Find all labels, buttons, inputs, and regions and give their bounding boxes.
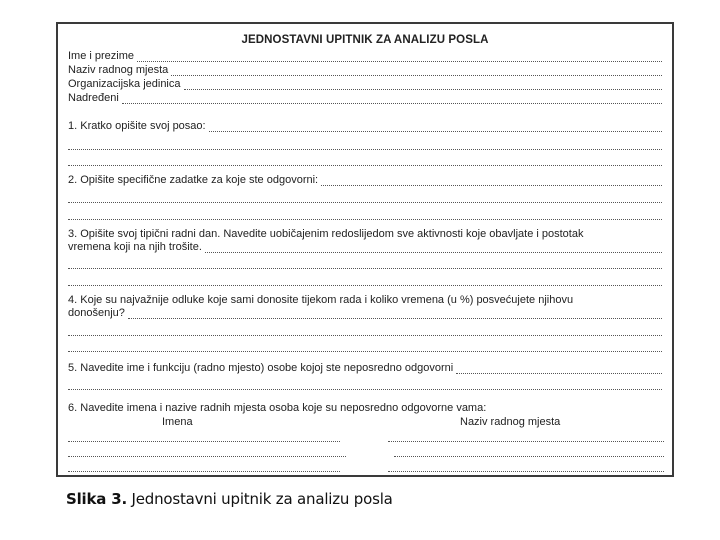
- fill-line[interactable]: [321, 184, 662, 186]
- fill-line[interactable]: [184, 88, 663, 90]
- fill-line[interactable]: [68, 218, 662, 220]
- question-text: Koje su najvažnije odluke koje sami donosite tijekom rada i koliko vremena (u %) posvećujete njihovu: [80, 294, 574, 306]
- answer-line[interactable]: [68, 378, 662, 391]
- job-title-line-2[interactable]: [394, 455, 664, 457]
- field-label: Ime i prezime: [68, 50, 135, 62]
- caption-text: Jednostavni upitnik za analizu posla: [126, 490, 393, 508]
- name-line-2[interactable]: [68, 455, 346, 457]
- column-header-names: Imena: [162, 416, 193, 428]
- fill-line[interactable]: [68, 164, 662, 166]
- fill-line[interactable]: [209, 130, 662, 132]
- question-text-cont: donošenju?: [68, 307, 125, 319]
- question-3-text: [68, 228, 662, 241]
- figure-caption: [66, 490, 393, 508]
- question-text: Opišite svoj tipični radni dan. Navedite uobičajenim redoslijedom sve aktivnosti koje obavljate i postotak: [80, 228, 584, 240]
- fill-line[interactable]: [68, 267, 662, 269]
- question-number: 2.: [68, 174, 78, 186]
- question-text: Navedite imena i nazive radnih mjesta osoba koje su neposredno odgovorne vama:: [80, 402, 487, 414]
- question-number: 5.: [68, 362, 78, 374]
- question-text: Navedite ime i funkciju (radno mjesto) osobe kojoj ste neposredno odgovorni: [80, 362, 454, 374]
- answer-line[interactable]: [68, 138, 662, 151]
- answer-line[interactable]: [68, 208, 662, 221]
- field-name[interactable]: [68, 50, 662, 63]
- question-6-text: [68, 402, 662, 415]
- field-supervisor[interactable]: [68, 92, 662, 105]
- fill-line[interactable]: [68, 350, 662, 352]
- question-number: 3.: [68, 228, 78, 240]
- job-title-line-3[interactable]: [388, 470, 664, 472]
- answer-line[interactable]: [68, 340, 662, 353]
- fill-line[interactable]: [68, 148, 662, 150]
- answer-line[interactable]: [68, 191, 662, 204]
- fill-line[interactable]: [128, 317, 662, 319]
- question-text: Kratko opišite svoj posao:: [80, 120, 206, 132]
- form-title: JEDNOSTAVNI UPITNIK ZA ANALIZU POSLA: [241, 34, 489, 46]
- question-number: 1.: [68, 120, 78, 132]
- questionnaire-form: [56, 22, 674, 477]
- job-title-line-1[interactable]: [388, 440, 664, 442]
- question-5[interactable]: [68, 362, 662, 375]
- question-text-cont: vremena koji na njih trošite.: [68, 241, 202, 253]
- answer-line[interactable]: [68, 274, 662, 287]
- field-label: Naziv radnog mjesta: [68, 64, 169, 76]
- fill-line[interactable]: [171, 74, 662, 76]
- fill-line[interactable]: [68, 201, 662, 203]
- fill-line[interactable]: [137, 60, 662, 62]
- question-3[interactable]: [68, 241, 662, 254]
- answer-line[interactable]: [68, 257, 662, 270]
- fill-line[interactable]: [68, 284, 662, 286]
- column-header-job-title: Naziv radnog mjesta: [460, 416, 561, 428]
- fill-line[interactable]: [68, 334, 662, 336]
- question-number: 6.: [68, 402, 78, 414]
- fill-line[interactable]: [205, 251, 662, 253]
- caption-prefix: Slika 3.: [66, 490, 127, 508]
- question-number: 4.: [68, 294, 78, 306]
- name-line-1[interactable]: [68, 440, 340, 442]
- question-2[interactable]: [68, 174, 662, 187]
- fill-line[interactable]: [456, 372, 662, 374]
- field-label: Nadređeni: [68, 92, 119, 104]
- fill-line[interactable]: [68, 388, 662, 390]
- question-4[interactable]: [68, 307, 662, 320]
- name-line-3[interactable]: [68, 470, 340, 472]
- question-1[interactable]: [68, 120, 662, 133]
- field-org-unit[interactable]: [68, 78, 662, 91]
- field-label: Organizacijska jedinica: [68, 78, 181, 90]
- question-4-text: [68, 294, 662, 307]
- fill-line[interactable]: [122, 102, 662, 104]
- field-job-title[interactable]: [68, 64, 662, 77]
- answer-line[interactable]: [68, 324, 662, 337]
- answer-line[interactable]: [68, 154, 662, 167]
- question-text: Opišite specifične zadatke za koje ste odgovorni:: [80, 174, 319, 186]
